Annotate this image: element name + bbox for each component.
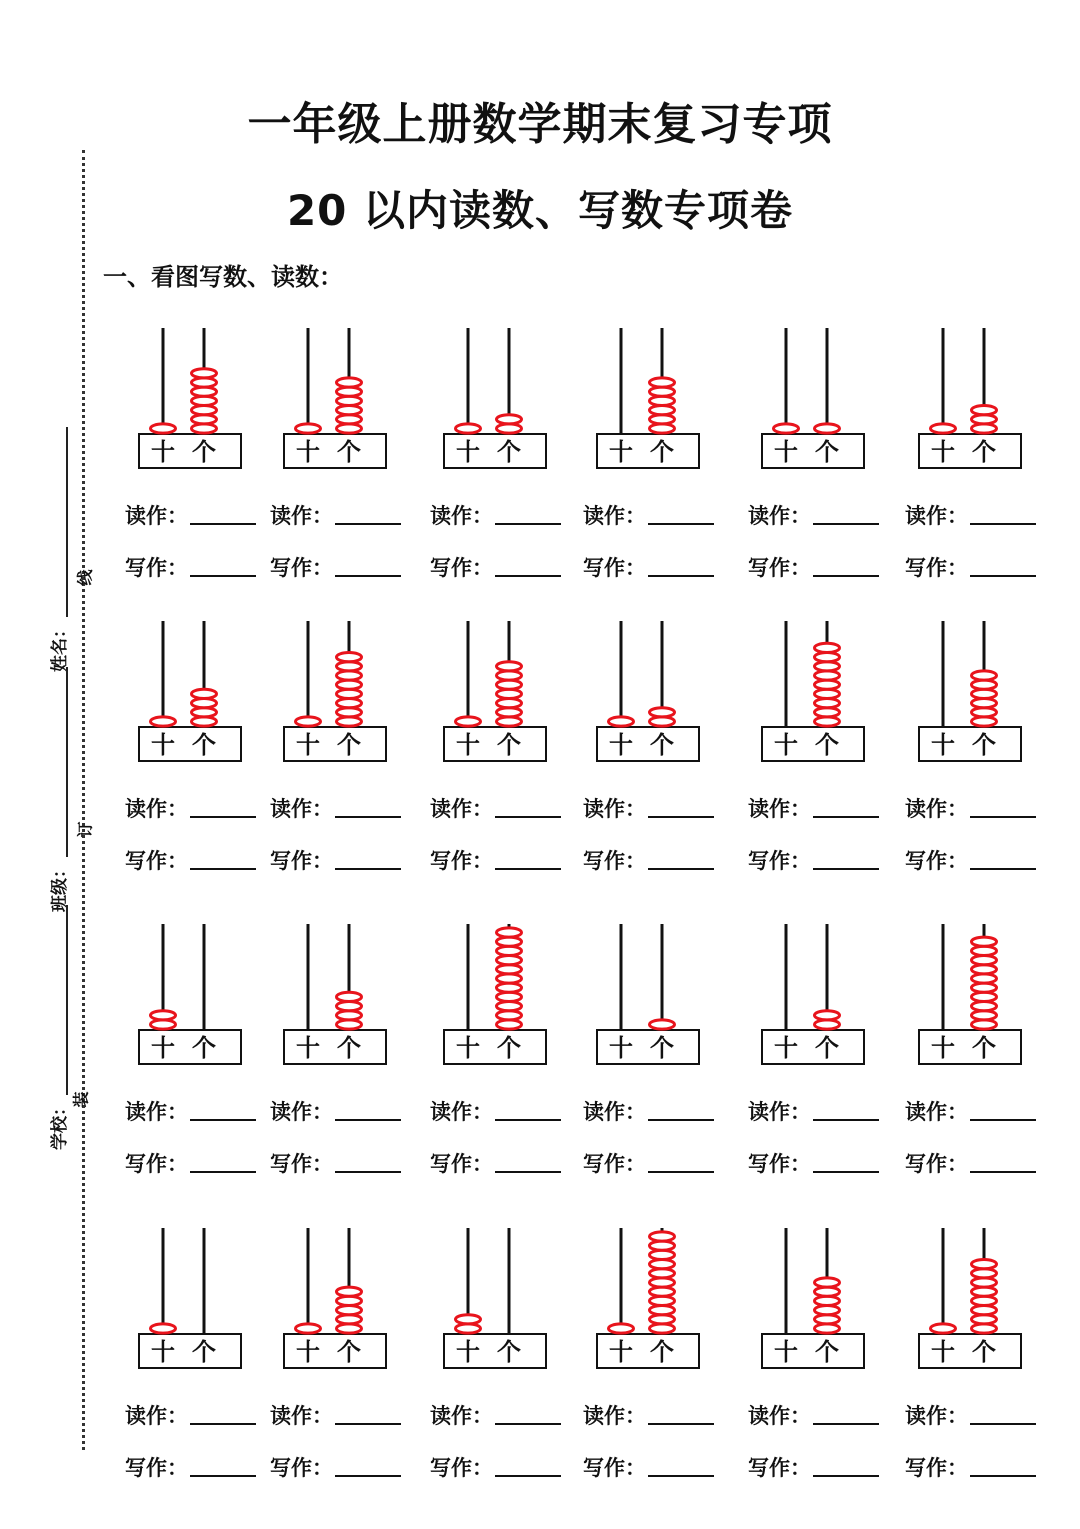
read-answer-blank[interactable] <box>335 523 401 525</box>
read-answer-blank[interactable] <box>335 816 401 818</box>
abacus-diagram <box>430 615 560 770</box>
read-answer-blank[interactable] <box>970 816 1036 818</box>
write-label: 写作： <box>905 556 968 580</box>
abacus-diagram <box>583 322 713 477</box>
tens-bead <box>296 424 321 433</box>
ones-bead <box>497 662 522 671</box>
read-answer-blank[interactable] <box>970 1423 1036 1425</box>
write-label: 写作： <box>430 1456 493 1480</box>
ones-bead <box>337 653 362 662</box>
write-answer-row <box>270 552 401 582</box>
write-answer-row <box>905 845 1036 875</box>
abacus-item <box>905 615 1065 885</box>
read-answer-row <box>270 500 401 530</box>
ones-bead <box>497 415 522 424</box>
write-label: 写作： <box>430 1152 493 1176</box>
read-label: 读作： <box>583 1404 646 1428</box>
write-label: 写作： <box>748 1456 811 1480</box>
read-answer-blank[interactable] <box>190 523 256 525</box>
write-answer-row <box>430 552 561 582</box>
write-answer-blank[interactable] <box>648 1171 714 1173</box>
tens-bead <box>151 717 176 726</box>
ones-bead <box>650 1020 675 1029</box>
read-label: 读作： <box>905 504 968 528</box>
write-answer-row <box>430 1148 561 1178</box>
abacus-item <box>748 1222 908 1492</box>
read-label: 读作： <box>430 797 493 821</box>
ones-place-label: 个 <box>497 1034 521 1062</box>
ones-place-label: 个 <box>192 1034 216 1062</box>
write-answer-blank[interactable] <box>970 575 1036 577</box>
abacus-diagram <box>905 615 1035 770</box>
tens-bead <box>456 717 481 726</box>
tens-place-label: 十 <box>609 1034 633 1062</box>
write-answer-blank[interactable] <box>813 1171 879 1173</box>
write-label: 写作： <box>905 1152 968 1176</box>
read-answer-row <box>125 1400 256 1430</box>
ones-bead <box>650 378 675 387</box>
read-label: 读作： <box>748 1404 811 1428</box>
read-answer-row <box>430 1096 561 1126</box>
read-answer-blank[interactable] <box>648 523 714 525</box>
read-answer-blank[interactable] <box>970 1119 1036 1121</box>
ones-place-label: 个 <box>192 438 216 466</box>
tens-bead <box>296 717 321 726</box>
write-answer-row <box>905 1148 1036 1178</box>
write-answer-row <box>748 1148 879 1178</box>
read-label: 读作： <box>125 504 188 528</box>
ones-place-label: 个 <box>337 731 361 759</box>
read-label: 读作： <box>270 504 333 528</box>
read-answer-blank[interactable] <box>813 523 879 525</box>
write-answer-row <box>748 552 879 582</box>
read-label: 读作： <box>125 1100 188 1124</box>
tens-place-label: 十 <box>774 1034 798 1062</box>
tens-place-label: 十 <box>151 731 175 759</box>
ones-place-label: 个 <box>497 438 521 466</box>
read-answer-row <box>583 1096 714 1126</box>
read-answer-blank[interactable] <box>190 816 256 818</box>
tens-place-label: 十 <box>931 731 955 759</box>
read-answer-blank[interactable] <box>495 816 561 818</box>
abacus-item <box>583 1222 743 1492</box>
read-answer-blank[interactable] <box>813 1119 879 1121</box>
abacus-item <box>748 322 908 592</box>
read-answer-row <box>748 1400 879 1430</box>
ones-place-label: 个 <box>650 1338 674 1366</box>
read-answer-blank[interactable] <box>495 523 561 525</box>
abacus-item <box>430 615 590 885</box>
write-answer-blank[interactable] <box>648 575 714 577</box>
read-answer-row <box>430 793 561 823</box>
read-label: 读作： <box>583 1100 646 1124</box>
write-answer-row <box>270 1148 401 1178</box>
write-answer-row <box>748 845 879 875</box>
write-answer-blank[interactable] <box>495 1475 561 1477</box>
tens-place-label: 十 <box>931 1338 955 1366</box>
abacus-item <box>270 1222 430 1492</box>
abacus-item <box>748 615 908 885</box>
ones-place-label: 个 <box>815 1034 839 1062</box>
ones-place-label: 个 <box>972 731 996 759</box>
write-answer-blank[interactable] <box>970 1171 1036 1173</box>
ones-place-label: 个 <box>650 731 674 759</box>
read-answer-blank[interactable] <box>648 1423 714 1425</box>
read-answer-row <box>270 793 401 823</box>
write-answer-row <box>583 1148 714 1178</box>
read-label: 读作： <box>430 1404 493 1428</box>
read-label: 读作： <box>270 797 333 821</box>
name-label: 姓名： <box>50 621 70 672</box>
read-answer-row <box>748 793 879 823</box>
write-answer-blank[interactable] <box>190 868 256 870</box>
write-label: 写作： <box>583 1152 646 1176</box>
binding-mark-staple: 订 <box>75 821 95 838</box>
write-answer-row <box>270 1452 401 1482</box>
ones-place-label: 个 <box>815 731 839 759</box>
abacus-item <box>905 918 1065 1188</box>
write-label: 写作： <box>270 556 333 580</box>
write-answer-blank[interactable] <box>190 1475 256 1477</box>
ones-place-label: 个 <box>192 731 216 759</box>
write-answer-row <box>430 845 561 875</box>
ones-place-label: 个 <box>972 1338 996 1366</box>
write-label: 写作： <box>430 556 493 580</box>
tens-place-label: 十 <box>296 731 320 759</box>
ones-bead <box>972 1260 997 1269</box>
abacus-item <box>270 322 430 592</box>
abacus-diagram <box>583 918 713 1073</box>
read-answer-blank[interactable] <box>190 1423 256 1425</box>
abacus-item <box>430 918 590 1188</box>
write-answer-blank[interactable] <box>495 1171 561 1173</box>
read-answer-row <box>270 1400 401 1430</box>
binding-mark-line: 线 <box>75 569 95 586</box>
write-label: 写作： <box>270 1152 333 1176</box>
write-label: 写作： <box>748 849 811 873</box>
read-label: 读作： <box>905 1100 968 1124</box>
read-answer-row <box>270 1096 401 1126</box>
ones-bead <box>337 378 362 387</box>
tens-bead <box>774 424 799 433</box>
abacus-diagram <box>125 322 255 477</box>
ones-place-label: 个 <box>337 1034 361 1062</box>
abacus-diagram <box>270 615 400 770</box>
read-answer-row <box>905 793 1036 823</box>
write-label: 写作： <box>583 849 646 873</box>
abacus-item <box>583 918 743 1188</box>
ones-bead <box>192 369 217 378</box>
tens-bead <box>296 1324 321 1333</box>
tens-bead <box>151 424 176 433</box>
abacus-diagram <box>430 918 560 1073</box>
tens-place-label: 十 <box>151 438 175 466</box>
ones-bead <box>497 928 522 937</box>
ones-bead <box>650 708 675 717</box>
tens-place-label: 十 <box>456 1338 480 1366</box>
read-label: 读作： <box>270 1404 333 1428</box>
abacus-diagram <box>748 918 878 1073</box>
write-answer-row <box>125 1148 256 1178</box>
write-label: 写作： <box>905 1456 968 1480</box>
tens-bead <box>151 1011 176 1020</box>
read-answer-blank[interactable] <box>970 523 1036 525</box>
ones-place-label: 个 <box>972 438 996 466</box>
page-title: 一年级上册数学期末复习专项 <box>247 99 833 150</box>
abacus-diagram <box>748 615 878 770</box>
tens-place-label: 十 <box>456 1034 480 1062</box>
ones-place-label: 个 <box>497 731 521 759</box>
read-answer-row <box>430 1400 561 1430</box>
ones-bead <box>972 937 997 946</box>
read-answer-row <box>905 500 1036 530</box>
ones-place-label: 个 <box>337 1338 361 1366</box>
read-answer-row <box>748 1096 879 1126</box>
ones-bead <box>337 992 362 1001</box>
write-label: 写作： <box>125 1152 188 1176</box>
tens-bead <box>609 1324 634 1333</box>
abacus-item <box>125 322 285 592</box>
ones-bead <box>815 424 840 433</box>
read-answer-blank[interactable] <box>335 1423 401 1425</box>
ones-bead <box>972 671 997 680</box>
write-label: 写作： <box>270 1456 333 1480</box>
read-label: 读作： <box>430 504 493 528</box>
write-answer-row <box>583 1452 714 1482</box>
ones-place-label: 个 <box>650 438 674 466</box>
abacus-diagram <box>905 918 1035 1073</box>
read-answer-row <box>125 1096 256 1126</box>
write-answer-row <box>125 845 256 875</box>
ones-bead <box>815 643 840 652</box>
ones-bead <box>192 689 217 698</box>
abacus-item <box>270 918 430 1188</box>
read-label: 读作： <box>905 797 968 821</box>
abacus-diagram <box>583 615 713 770</box>
abacus-item <box>125 1222 285 1492</box>
tens-place-label: 十 <box>151 1034 175 1062</box>
tens-place-label: 十 <box>456 731 480 759</box>
write-answer-blank[interactable] <box>495 868 561 870</box>
read-label: 读作： <box>270 1100 333 1124</box>
tens-place-label: 十 <box>296 1338 320 1366</box>
read-answer-row <box>583 1400 714 1430</box>
write-label: 写作： <box>125 849 188 873</box>
read-label: 读作： <box>748 504 811 528</box>
ones-place-label: 个 <box>192 1338 216 1366</box>
abacus-item <box>430 322 590 592</box>
abacus-diagram <box>748 1222 878 1377</box>
school-label: 学校： <box>50 1099 70 1150</box>
abacus-item <box>905 322 1065 592</box>
read-answer-row <box>583 500 714 530</box>
write-label: 写作： <box>125 1456 188 1480</box>
write-label: 写作： <box>905 849 968 873</box>
write-answer-blank[interactable] <box>813 868 879 870</box>
ones-bead <box>815 1011 840 1020</box>
write-label: 写作： <box>748 1152 811 1176</box>
read-answer-row <box>748 500 879 530</box>
tens-place-label: 十 <box>609 1338 633 1366</box>
ones-place-label: 个 <box>650 1034 674 1062</box>
write-label: 写作： <box>583 556 646 580</box>
abacus-item <box>583 322 743 592</box>
abacus-diagram <box>748 322 878 477</box>
tens-bead <box>931 1324 956 1333</box>
abacus-item <box>583 615 743 885</box>
abacus-diagram <box>905 1222 1035 1377</box>
tens-bead <box>456 1315 481 1324</box>
tens-bead <box>931 424 956 433</box>
write-label: 写作： <box>430 849 493 873</box>
ones-place-label: 个 <box>337 438 361 466</box>
write-answer-blank[interactable] <box>648 1475 714 1477</box>
read-answer-row <box>125 793 256 823</box>
write-answer-blank[interactable] <box>813 575 879 577</box>
write-answer-blank[interactable] <box>335 868 401 870</box>
abacus-diagram <box>583 1222 713 1377</box>
abacus-item <box>430 1222 590 1492</box>
ones-place-label: 个 <box>497 1338 521 1366</box>
read-answer-row <box>125 500 256 530</box>
read-answer-blank[interactable] <box>813 816 879 818</box>
write-answer-blank[interactable] <box>813 1475 879 1477</box>
write-answer-row <box>430 1452 561 1482</box>
ones-bead <box>972 406 997 415</box>
tens-bead <box>151 1324 176 1333</box>
write-answer-row <box>583 845 714 875</box>
read-label: 读作： <box>583 797 646 821</box>
abacus-diagram <box>270 322 400 477</box>
write-label: 写作： <box>748 556 811 580</box>
read-label: 读作： <box>125 1404 188 1428</box>
read-answer-blank[interactable] <box>190 1119 256 1121</box>
abacus-diagram <box>905 322 1035 477</box>
ones-place-label: 个 <box>815 438 839 466</box>
write-answer-row <box>905 1452 1036 1482</box>
tens-place-label: 十 <box>774 731 798 759</box>
write-answer-blank[interactable] <box>648 868 714 870</box>
read-answer-blank[interactable] <box>335 1119 401 1121</box>
abacus-diagram <box>125 615 255 770</box>
abacus-item <box>125 615 285 885</box>
read-label: 读作： <box>905 1404 968 1428</box>
tens-place-label: 十 <box>151 1338 175 1366</box>
write-answer-row <box>125 1452 256 1482</box>
abacus-item <box>125 918 285 1188</box>
read-answer-blank[interactable] <box>648 1119 714 1121</box>
ones-bead <box>650 1232 675 1241</box>
abacus-diagram <box>125 1222 255 1377</box>
read-label: 读作： <box>125 797 188 821</box>
abacus-diagram <box>270 918 400 1073</box>
ones-bead <box>815 1278 840 1287</box>
tens-place-label: 十 <box>931 438 955 466</box>
read-answer-blank[interactable] <box>495 1119 561 1121</box>
read-label: 读作： <box>748 797 811 821</box>
abacus-diagram <box>430 1222 560 1377</box>
read-answer-row <box>430 500 561 530</box>
tens-place-label: 十 <box>296 438 320 466</box>
write-answer-blank[interactable] <box>190 1171 256 1173</box>
abacus-diagram <box>125 918 255 1073</box>
read-answer-blank[interactable] <box>495 1423 561 1425</box>
read-answer-row <box>583 793 714 823</box>
tens-place-label: 十 <box>931 1034 955 1062</box>
write-label: 写作： <box>125 556 188 580</box>
write-answer-row <box>583 552 714 582</box>
read-answer-blank[interactable] <box>813 1423 879 1425</box>
tens-place-label: 十 <box>774 1338 798 1366</box>
write-answer-blank[interactable] <box>335 1171 401 1173</box>
section-heading: 一、看图写数、读数： <box>103 263 343 291</box>
write-answer-blank[interactable] <box>190 575 256 577</box>
abacus-diagram <box>430 322 560 477</box>
read-label: 读作： <box>430 1100 493 1124</box>
read-label: 读作： <box>583 504 646 528</box>
binding-mark-bind: 装 <box>71 1091 91 1108</box>
abacus-item <box>270 615 430 885</box>
read-answer-blank[interactable] <box>648 816 714 818</box>
abacus-item <box>905 1222 1065 1492</box>
write-answer-blank[interactable] <box>495 575 561 577</box>
tens-place-label: 十 <box>296 1034 320 1062</box>
write-answer-row <box>270 845 401 875</box>
tens-place-label: 十 <box>609 731 633 759</box>
read-answer-row <box>905 1400 1036 1430</box>
tens-place-label: 十 <box>774 438 798 466</box>
write-label: 写作： <box>583 1456 646 1480</box>
write-answer-blank[interactable] <box>335 1475 401 1477</box>
read-label: 读作： <box>748 1100 811 1124</box>
abacus-item <box>748 918 908 1188</box>
ones-place-label: 个 <box>815 1338 839 1366</box>
tens-place-label: 十 <box>609 438 633 466</box>
read-answer-row <box>905 1096 1036 1126</box>
tens-bead <box>609 717 634 726</box>
write-label: 写作： <box>270 849 333 873</box>
class-label: 班级： <box>50 861 70 912</box>
write-answer-row <box>748 1452 879 1482</box>
write-answer-row <box>125 552 256 582</box>
ones-place-label: 个 <box>972 1034 996 1062</box>
tens-place-label: 十 <box>456 438 480 466</box>
abacus-diagram <box>270 1222 400 1377</box>
write-answer-blank[interactable] <box>970 1475 1036 1477</box>
write-answer-blank[interactable] <box>335 575 401 577</box>
write-answer-row <box>905 552 1036 582</box>
page-subtitle: 20 以内读数、写数专项卷 <box>286 186 794 235</box>
ones-bead <box>337 1287 362 1296</box>
write-answer-blank[interactable] <box>970 868 1036 870</box>
tens-bead <box>456 424 481 433</box>
